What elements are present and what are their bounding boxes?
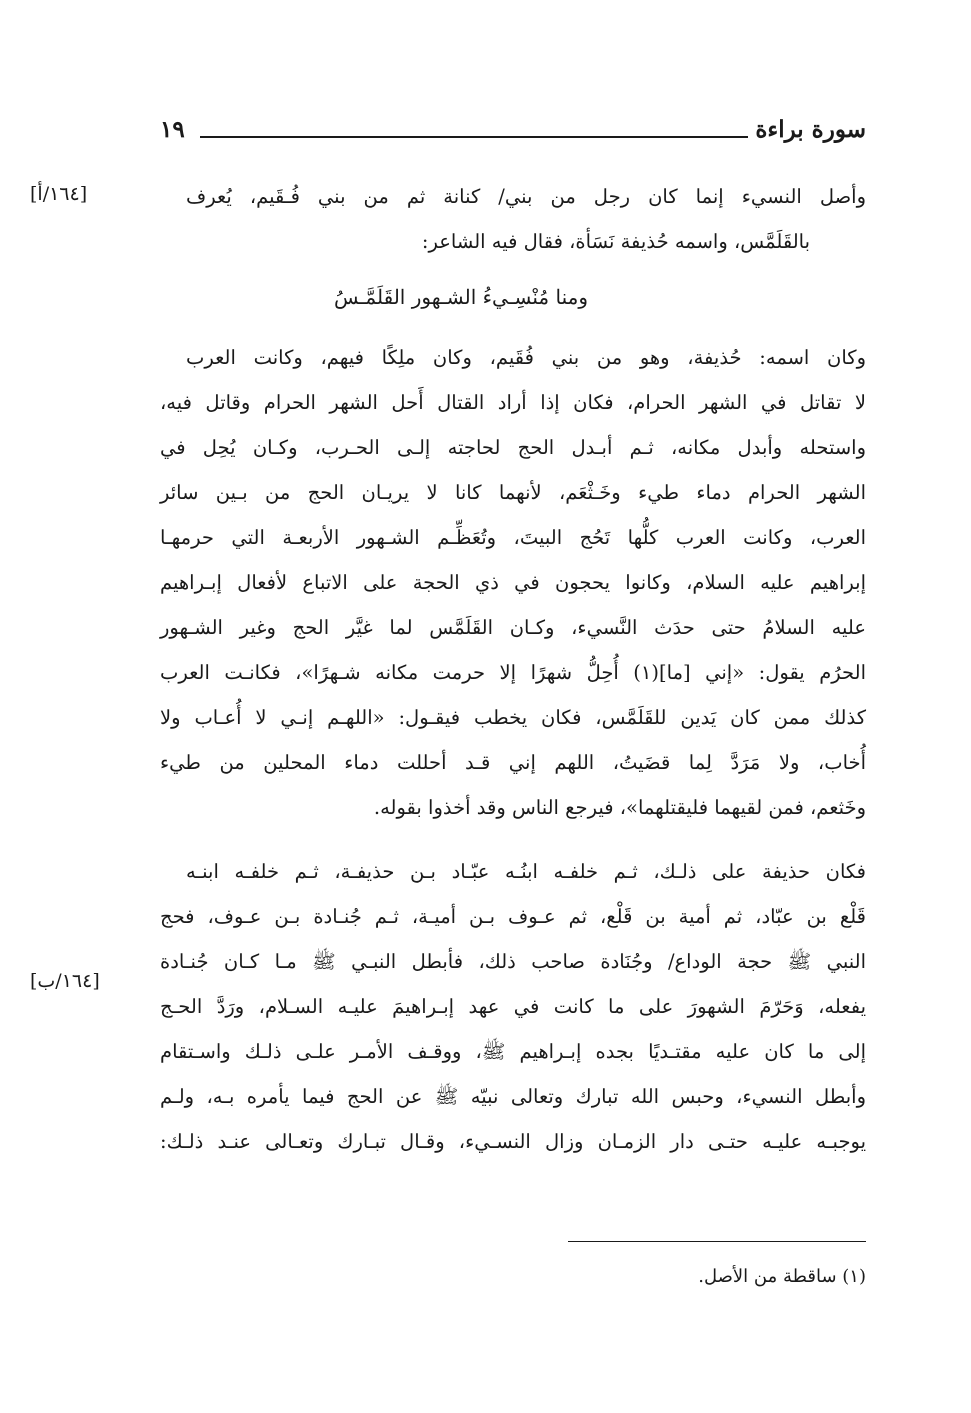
header-rule (200, 136, 748, 138)
paragraph2-line: أُخاب، ولا مَرَدَّ لِما قضَيتُ، اللهم إني قـد أحللت دماء المحلين من طيء (160, 751, 866, 774)
paragraph1-line: بالقَلَمَّس، واسمه حُذيفة نَسَأة، فقال فيه الشاعر: (421, 230, 810, 253)
page-number: ١٩ (160, 116, 185, 143)
surah-title: سورة براءة (755, 116, 866, 143)
paragraph2-line: لا تقاتل في الشهر الحرام، فكان إذا أراد القتال أَحل الشهر الحرام وقاتل فيه، (160, 391, 866, 414)
paragraph2-line: واستحله وأبدل مكانه، ثـم أبـدل الحج لحاجته إلـى الحـرب، وكـان يُحِل في (160, 436, 866, 459)
page-header (160, 112, 866, 152)
paragraph2-line: عليه السلامُ حتى حدَث النَّسيء، وكـان القَلَمَّس لما غيَّر الحج وغير الشـهور (160, 616, 866, 639)
paragraph3-line: إلى ما كان عليه مقتـديًا بجده إبـراهيم ﷺ، ووقـف الأمـر علـى ذلـك واسـتقام (160, 1040, 866, 1063)
paragraph3-line: وأبطل النسيء، وحبس الله تبارك وتعالى نبيّه ﷺ عن الحج فيما يأمره بـه، ولـم (160, 1085, 866, 1108)
paragraph3-line: النبي ﷺ حجة الوداع/ وجُنَادة صاحب ذلك، فأبطل النبـي ﷺ مـا كـان جُنـادة (160, 950, 866, 973)
paragraph3-line: فكان حذيفة على ذلـك، ثـم خلفـه ابنُـه عبّـاد بـن حذيفـة، ثـم خلفـه ابنـه (186, 860, 866, 883)
paragraph2-line: العرب، وكانت العرب كلُّها تَحُج البيتَ، وتُعَظِّـم الشـهور الأربعـة التي حرمهـا (160, 526, 866, 549)
paragraph1-line: وأصل النسيء إنما كان رجل من بني/ كنانة ثم من بني فُـقَيم، يُعرف (186, 185, 866, 208)
paragraph2-line: إبراهيم عليه السلام، وكانوا يحجون في ذي الحجة على الاتباع لأفعال إبـراهيم (160, 571, 866, 594)
margin-note-164b: [١٦٤/ب] (30, 970, 100, 992)
footnote: (١) ساقطة من الأصل. (698, 1266, 866, 1287)
paragraph3-line: يوجبـه عليـه حتـى دار الزمـان وزال النسـيء، وقـال تبـارك وتعـالى عنـد ذلـك: (160, 1130, 866, 1153)
poetry-verse: ومنا مُنْسِـيءُ الشـهور القَلَمَّـسُ (334, 285, 588, 309)
footnote-rule (568, 1241, 866, 1242)
margin-note-164a: [١٦٤/أ] (30, 183, 88, 205)
paragraph3-line: قَلْع بن عبّاد، ثم أمية بن قَلْع، ثم عـوف بـن أميـة، ثـم جُنـادة بـن عـوف، فحج (160, 905, 866, 928)
paragraph2-line: وكان اسمه: حُذيفة، وهو من بني فُقَيم، وكان ملِكًا فيهم، وكانت العرب (186, 346, 866, 369)
paragraph2-line: الحرُم يقول: «إني [ما](١) أُحِلُّ شهرًا إلا حرمت مكانه شـهرًا»، فكانـت العرب (160, 661, 866, 684)
paragraph2-line: الشهر الحرام دماء طيء وخَـثْعَم، لأنهما كانا لا يريـان الحج من بـين سائر (160, 481, 866, 504)
paragraph3-line: يفعله، وَحَرّمَ الشهورَ على ما كانت في عهد إبـراهيمَ عليـه السـلام، ورَدَّ الحـج (160, 995, 866, 1018)
paragraph2-line: وخَثعم، فمن لقيهما فليقتلهما»، فيرجع الناس وقد أخذوا بقوله. (373, 796, 866, 819)
paragraph2-line: كذلك ممن كان يَدين للقَلَمَّس، فكان يخطب فيقـول: «اللهـم إنـي لا أُعـاب ولا (160, 706, 866, 729)
